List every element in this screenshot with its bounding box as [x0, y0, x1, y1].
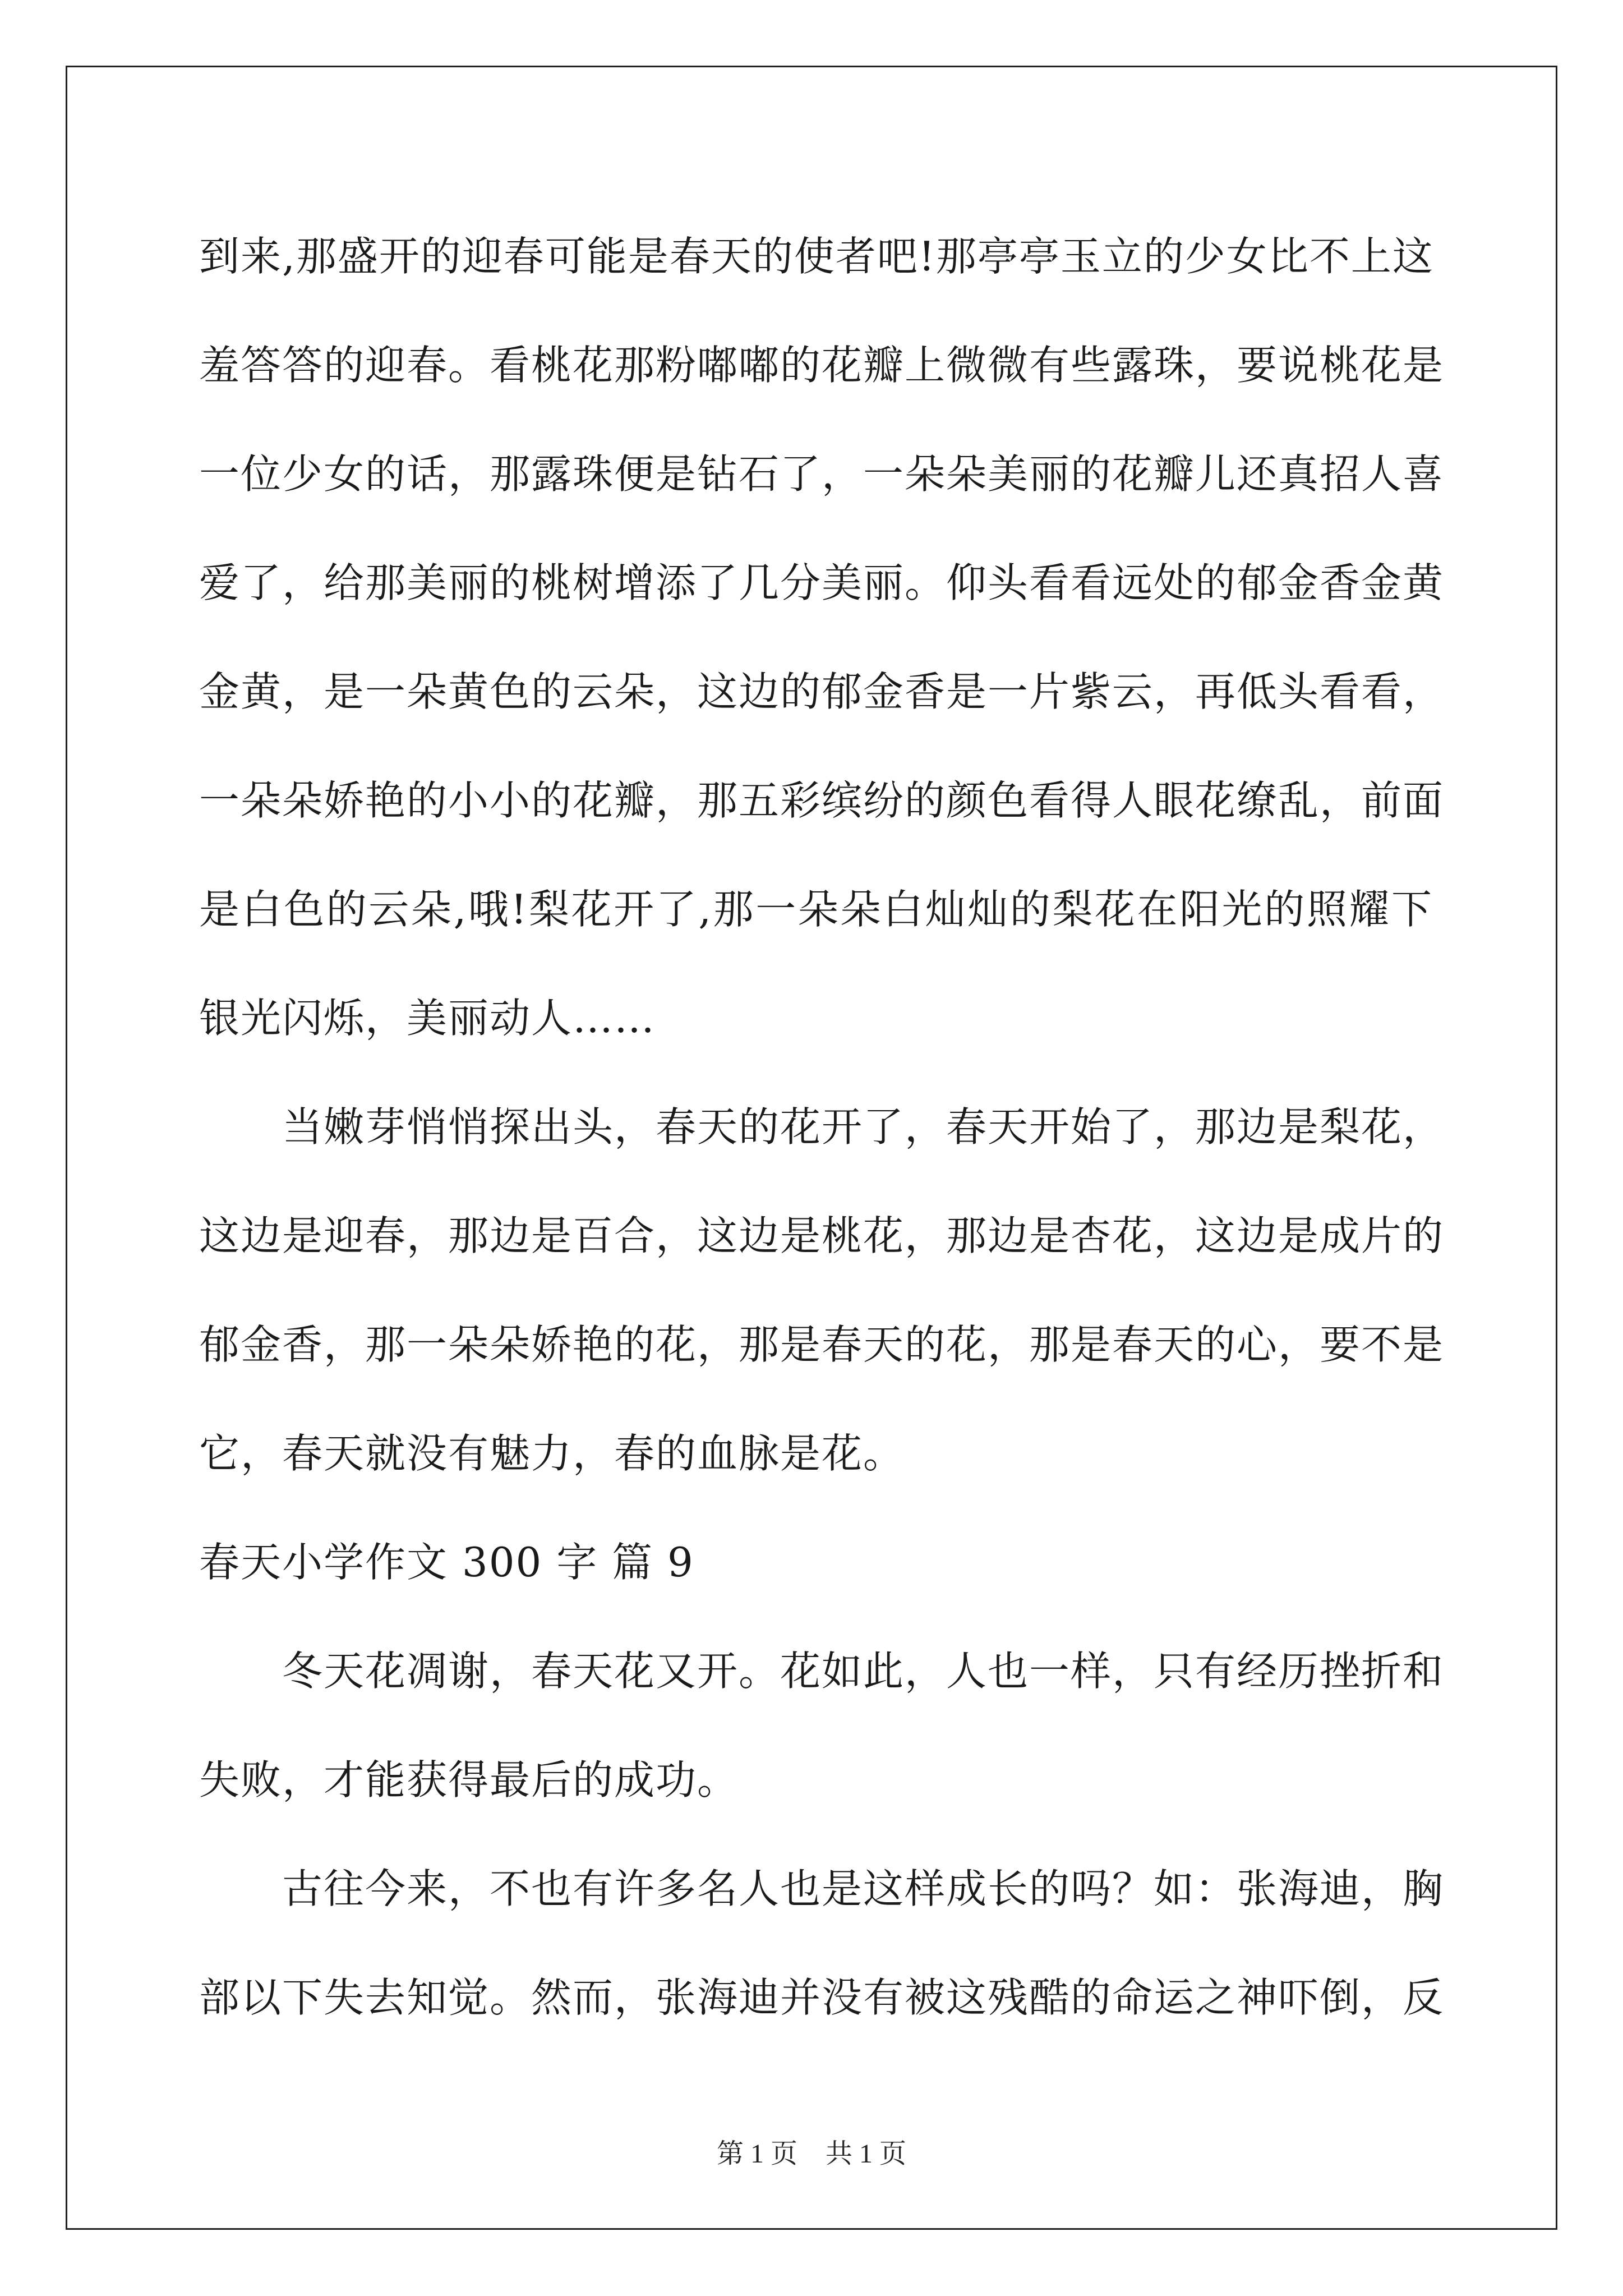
- text-line: 郁金香，那一朵朵娇艳的花，那是春天的花，那是春天的心，要不是: [199, 1321, 1445, 1368]
- text-line: 冬天花凋谢，春天花又开。花如此，人也一样，只有经历挫折和: [282, 1648, 1445, 1695]
- document-body: [199, 202, 1445, 2052]
- text-line: 当嫩芽悄悄探出头，春天的花开了，春天开始了，那边是梨花，: [282, 1103, 1445, 1151]
- page-total: 共 1 页: [826, 2139, 907, 2169]
- text-line: 它，春天就没有魅力，春的血脉是花。: [199, 1430, 905, 1477]
- text-line: 古往今来，不也有许多名人也是这样成长的吗？如：张海迪，胸: [282, 1865, 1445, 1912]
- text-line: 失败，才能获得最后的成功。: [199, 1756, 739, 1803]
- text-line: 一朵朵娇艳的小小的花瓣，那五彩缤纷的颜色看得人眼花缭乱，前面: [199, 777, 1445, 824]
- text-line: 爱了，给那美丽的桃树增添了几分美丽。仰头看看远处的郁金香金黄: [199, 559, 1445, 606]
- text-line: 部以下失去知觉。然而，张海迪并没有被这残酷的命运之神吓倒，反: [199, 1974, 1445, 2021]
- section-heading: 春天小学作文 300 字 篇 9: [199, 1539, 694, 1586]
- text-line: 金黄，是一朵黄色的云朵，这边的郁金香是一片紫云，再低头看看，: [199, 668, 1445, 715]
- text-line: 是白色的云朵,哦!梨花开了,那一朵朵白灿灿的梨花在阳光的照耀下: [199, 886, 1433, 933]
- page-footer: [0, 2132, 1623, 2170]
- text-line: 一位少女的话，那露珠便是钻石了，一朵朵美丽的花瓣儿还真招人喜: [199, 450, 1445, 498]
- text-line: 银光闪烁，美丽动人……: [199, 995, 656, 1042]
- text-line: 到来,那盛开的迎春可能是春天的使者吧!那亭亭玉立的少女比不上这: [199, 233, 1434, 280]
- text-line: 这边是迎春，那边是百合，这边是桃花，那边是杏花，这边是成片的: [199, 1212, 1445, 1259]
- text-line: 羞答答的迎春。看桃花那粉嘟嘟的花瓣上微微有些露珠，要说桃花是: [199, 342, 1445, 389]
- page-number: 第 1 页: [716, 2139, 797, 2169]
